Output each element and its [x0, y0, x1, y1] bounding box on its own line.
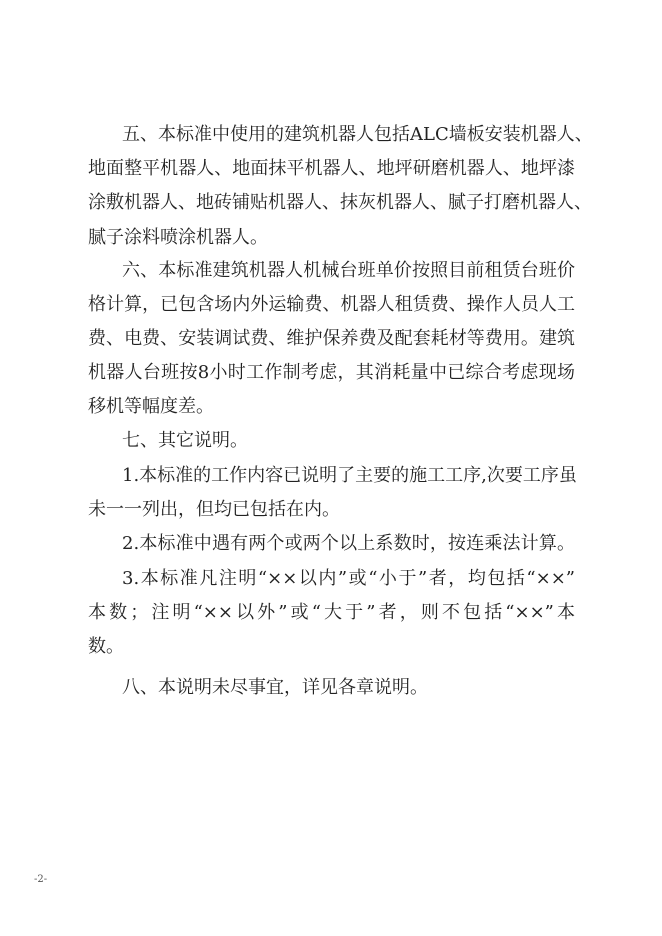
text-line: 移机等幅度差。	[88, 396, 214, 417]
text-line: 3.本标准凡注明“××以内”或“小于”者，均包括“××”	[122, 568, 575, 589]
text-line: 机器人台班按8小时工作制考虑，其消耗量中已综合考虑现场	[88, 362, 575, 383]
text-line: 涂敷机器人、地砖铺贴机器人、抹灰机器人、腻子打磨机器人、	[88, 192, 592, 213]
text-line: 七、其它说明。	[122, 430, 248, 451]
text-line: 本数；注明“××以外”或“大于”者，则不包括“××”本	[88, 602, 575, 623]
text-line: 1.本标准的工作内容已说明了主要的施工工序,次要工序虽	[122, 465, 577, 486]
text-line: 地面整平机器人、地面抹平机器人、地坪研磨机器人、地坪漆	[88, 158, 575, 179]
text-line: 五、本标准中使用的建筑机器人包括ALC墙板安装机器人、	[122, 124, 593, 145]
text-line: 腻子涂料喷涂机器人。	[88, 227, 268, 248]
text-line: 2.本标准中遇有两个或两个以上系数时，按连乘法计算。	[122, 533, 575, 554]
text-line: 数。	[88, 636, 124, 657]
text-line: 格计算，已包含场内外运输费、机器人租赁费、操作人员人工	[88, 294, 575, 315]
text-line: 六、本标准建筑机器人机械台班单价按照目前租赁台班价	[122, 260, 575, 281]
text-line: 费、电费、安装调试费、维护保养费及配套耗材等费用。建筑	[88, 328, 575, 349]
text-line: 八、本说明未尽事宜，详见各章说明。	[122, 677, 428, 698]
page-number: -2-	[34, 874, 48, 885]
text-line: 未一一列出，但均已包括在内。	[88, 499, 340, 520]
